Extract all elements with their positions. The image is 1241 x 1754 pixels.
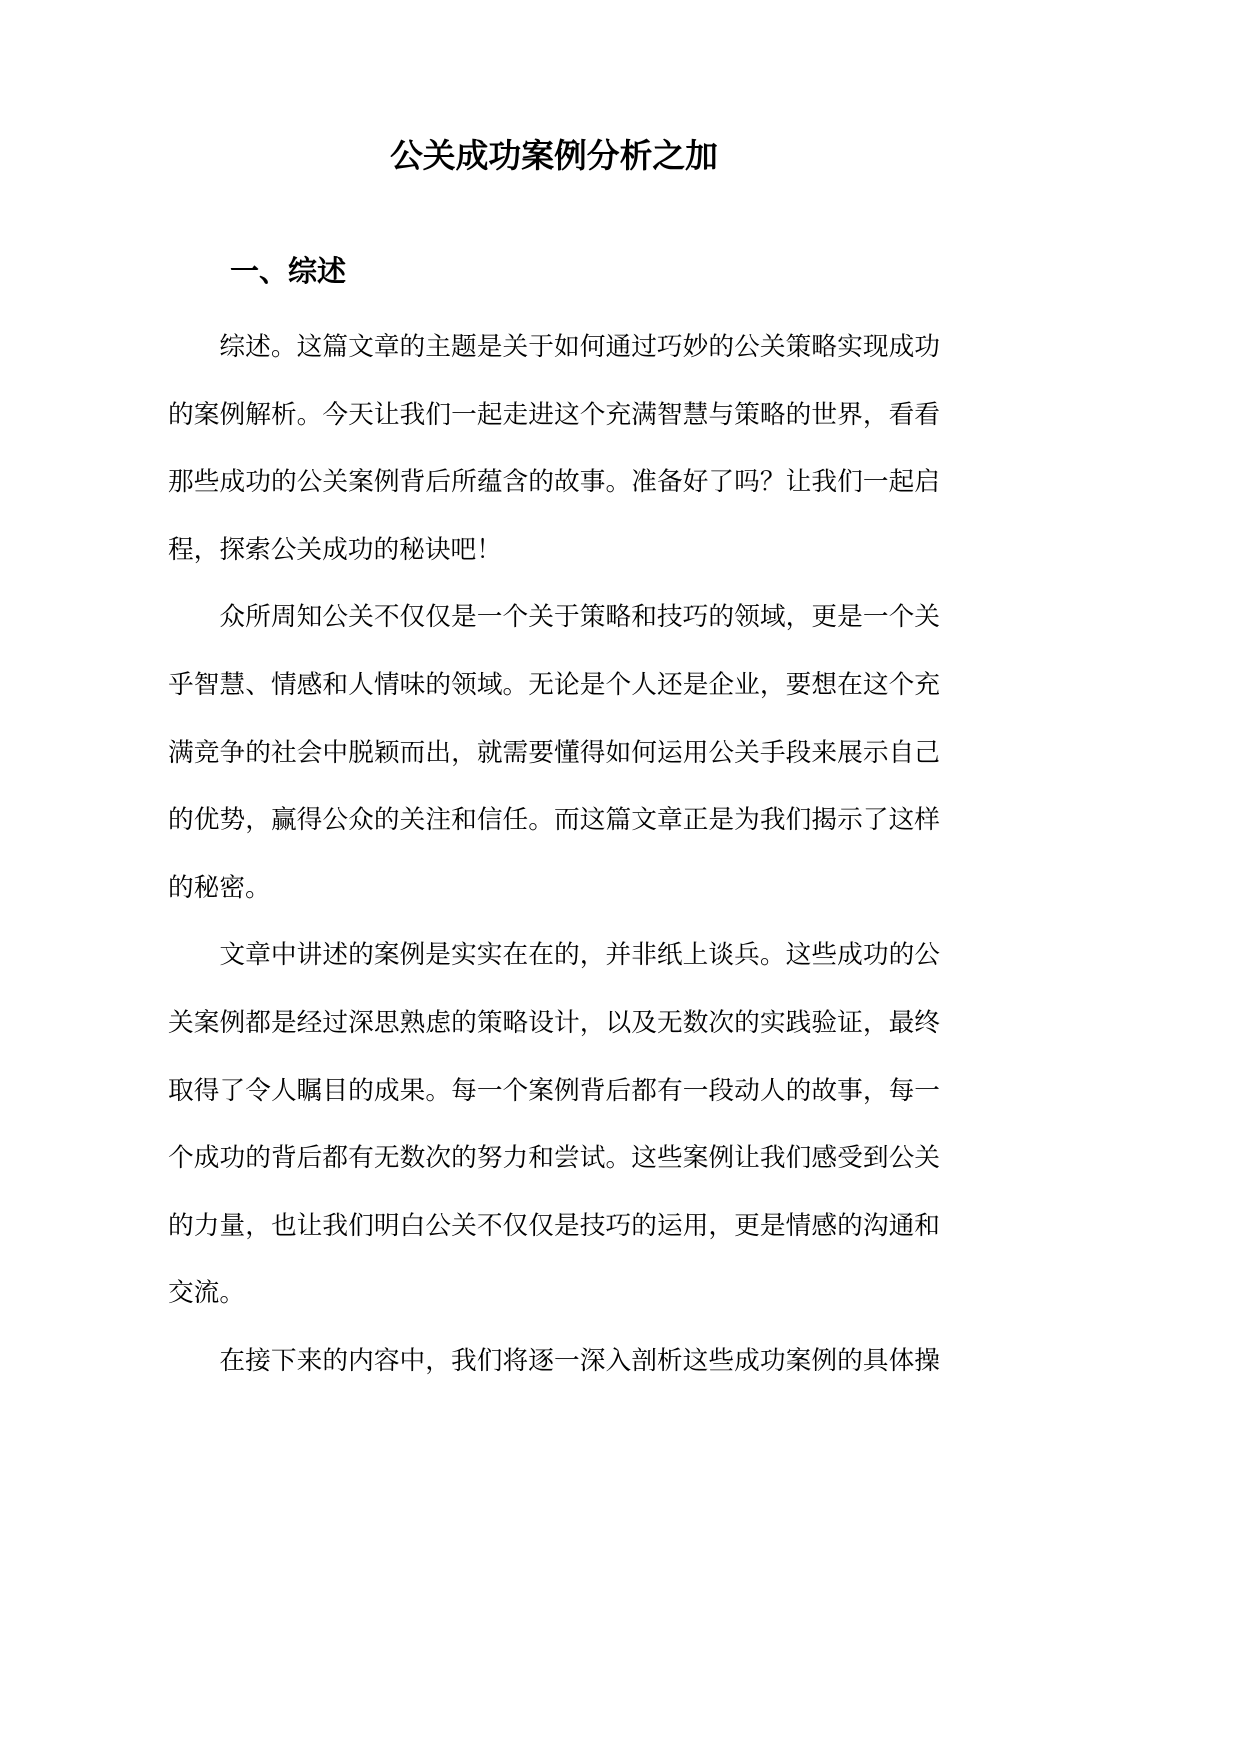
paragraph [168,1328,940,1396]
text-line: 个成功的背后都有无数次的努力和尝试。这些案例让我们感受到公关 [168,1143,940,1174]
text-line: 的秘密。 [168,872,271,903]
text-line: 那些成功的公关案例背后所蕴含的故事。准备好了吗？让我们一起启 [168,467,940,498]
paragraph [168,922,940,1328]
paragraph [168,584,940,922]
text-line: 众所周知公关不仅仅是一个关于策略和技巧的领域，更是一个关 [219,602,940,633]
text-line: 满竞争的社会中脱颖而出，就需要懂得如何运用公关手段来展示自己 [168,737,940,768]
paragraph [168,314,940,584]
text-line: 交流。 [168,1278,246,1309]
text-line: 取得了令人瞩目的成果。每一个案例背后都有一段动人的故事，每一 [168,1075,940,1106]
section-heading: 一、综述 [230,254,347,288]
document-title: 公关成功案例分析之加 [390,136,718,175]
text-line: 文章中讲述的案例是实实在在的，并非纸上谈兵。这些成功的公 [219,940,940,971]
text-line: 的优势，赢得公众的关注和信任。而这篇文章正是为我们揭示了这样 [168,805,940,836]
text-line: 乎智慧、情感和人情味的领域。无论是个人还是企业，要想在这个充 [168,669,940,700]
text-line: 程，探索公关成功的秘诀吧！ [168,534,502,565]
section-body [168,314,940,1396]
text-line: 的力量，也让我们明白公关不仅仅是技巧的运用，更是情感的沟通和 [168,1210,940,1241]
text-line: 的案例解析。今天让我们一起走进这个充满智慧与策略的世界，看看 [168,399,940,430]
text-line: 综述。这篇文章的主题是关于如何通过巧妙的公关策略实现成功 [219,332,940,362]
text-line: 关案例都是经过深思熟虑的策略设计，以及无数次的实践验证，最终 [168,1007,940,1038]
text-line: 在接下来的内容中，我们将逐一深入剖析这些成功案例的具体操 [219,1345,940,1376]
